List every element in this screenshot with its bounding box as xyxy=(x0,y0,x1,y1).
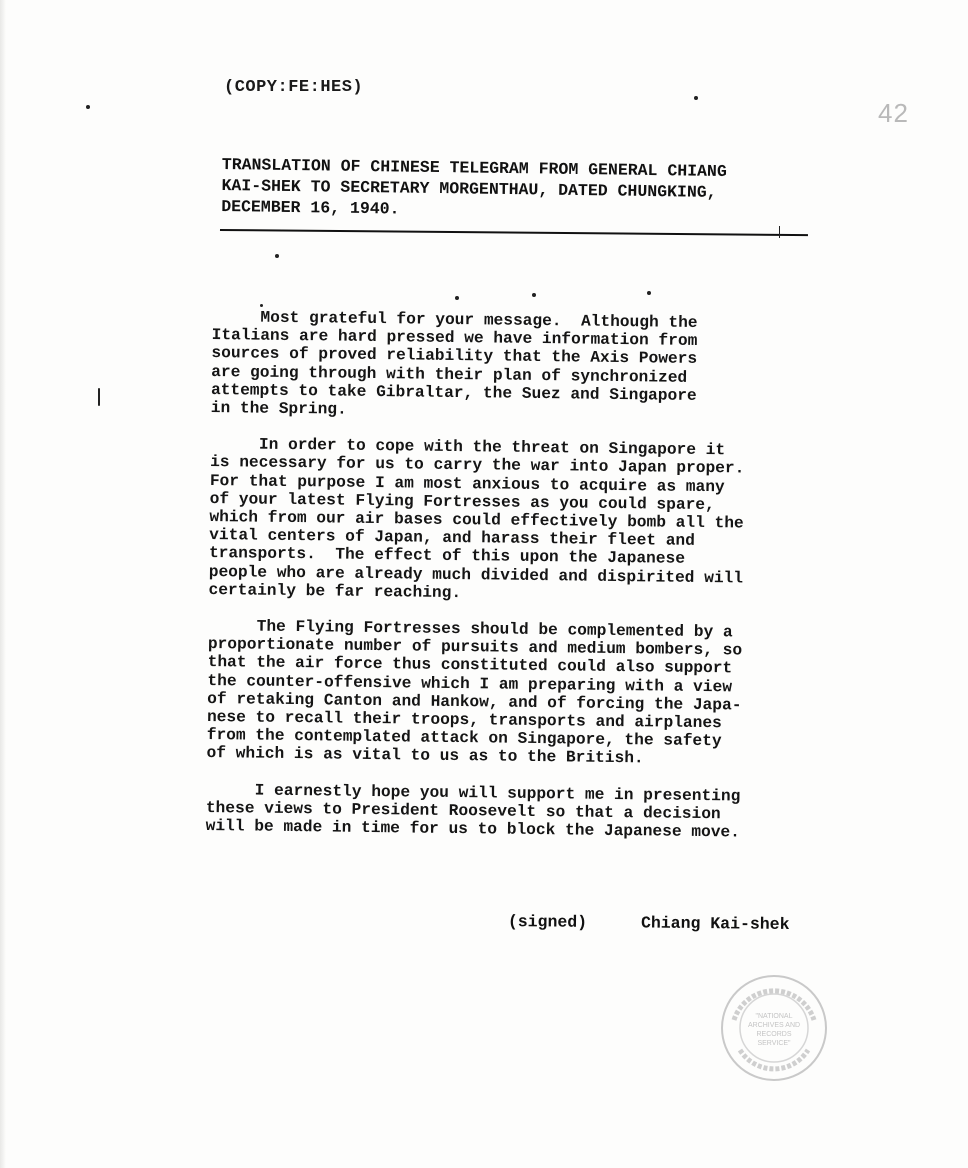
page-number: 42 xyxy=(878,98,909,128)
title-line: KAI-SHEK TO SECRETARY MORGENTHAU, DATED CHUNGKING, xyxy=(221,175,717,202)
paper-speck xyxy=(694,96,698,100)
title-line: TRANSLATION OF CHINESE TELEGRAM FROM GENERAL CHIANG xyxy=(221,154,727,182)
paragraph-1: Most grateful for your message. Although the Italians are hard pressed we have information from sources of proved reliability that the Axis Powers are going through with their plan of synchronized attempts to take Gibraltar, the Suez and Singapore in the Spring. xyxy=(210,308,698,419)
paragraph-3: The Flying Fortresses should be complemented by a proportionate number of pursuits and medium bombers, so that the air force thus constituted could also support the counter-offensive which I am preparing with a view of retaking Canton and Hankow, and of forcing the Japa- nese to recall their troops, transports and airplanes from the contemplated attack on Singapore, the safety of which is as vital to us as to the British. xyxy=(206,617,743,768)
paper-speck xyxy=(275,254,279,258)
title-underline xyxy=(220,229,808,236)
signer-name: Chiang Kai-shek xyxy=(640,913,790,934)
svg-text:SERVICE": SERVICE" xyxy=(757,1040,791,1047)
paper-speck xyxy=(260,304,263,307)
paragraph-2: In order to cope with the threat on Singapore it is necessary for us to carry the war into Japan proper. For that purpose I am most anxious to acquire as many of your latest Flying Fortresses as you could spare, which from our air bases could effectively bomb all the vital centers of Japan, and harass their fleet and transports. The effect of this upon the Japanese people who are already much divided and dispirited will certainly be far reaching. xyxy=(208,435,745,602)
signed-label: (signed) xyxy=(507,912,588,932)
paper-speck xyxy=(779,226,780,238)
copy-tag: (COPY:FE:HES) xyxy=(224,78,364,97)
paper-speck xyxy=(86,105,90,109)
title-line: DECEMBER 16, 1940. xyxy=(221,196,400,219)
paper-speck xyxy=(98,388,100,406)
svg-text:ARCHIVES AND: ARCHIVES AND xyxy=(747,1022,801,1029)
signature-block xyxy=(508,912,848,935)
telegram-body xyxy=(205,308,872,861)
paragraph-4: I earnestly hope you will support me in presenting these views to President Roosevelt so that a decision will be made in time for us to block the Japanese move. xyxy=(205,780,741,842)
svg-text:RECORDS: RECORDS xyxy=(756,1031,792,1038)
svg-text:"NATIONAL: "NATIONAL xyxy=(755,1013,793,1020)
paper-speck xyxy=(647,291,651,295)
archive-stamp-icon xyxy=(718,972,830,1084)
paper-speck xyxy=(532,293,536,297)
document-title xyxy=(221,154,822,225)
paper-speck xyxy=(455,296,459,300)
